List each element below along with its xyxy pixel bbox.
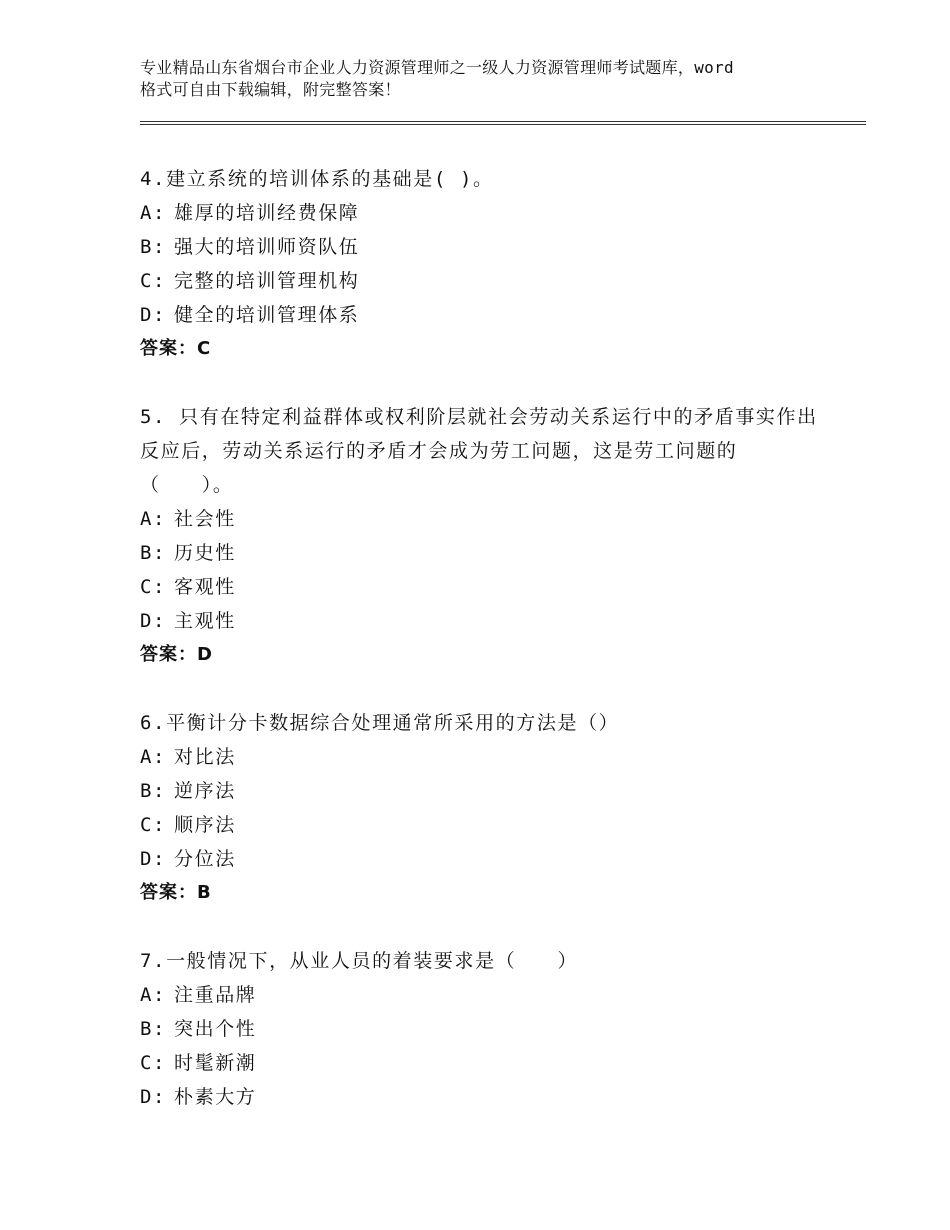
option-b <box>140 1012 830 1046</box>
option-text: 历史性 <box>174 542 236 564</box>
option-a <box>140 978 830 1012</box>
option-key: D: <box>140 304 167 326</box>
header-divider-bottom <box>140 124 866 125</box>
option-a <box>140 196 830 230</box>
option-key: C: <box>140 576 167 598</box>
option-text: 对比法 <box>174 746 236 768</box>
question-stem: 4.建立系统的培训体系的基础是( )。 <box>140 168 494 190</box>
option-c <box>140 264 830 298</box>
option-d <box>140 604 830 638</box>
option-key: D: <box>140 1086 167 1108</box>
option-b <box>140 536 830 570</box>
option-text: 主观性 <box>174 610 236 632</box>
question-list <box>140 162 830 1148</box>
option-c <box>140 570 830 604</box>
option-key: D: <box>140 610 167 632</box>
option-key: B: <box>140 236 167 258</box>
answer-label: 答案：B <box>140 882 212 903</box>
option-text: 雄厚的培训经费保障 <box>174 202 360 224</box>
option-text: 朴素大方 <box>174 1086 257 1108</box>
option-a <box>140 740 830 774</box>
option-d <box>140 1080 830 1114</box>
option-key: C: <box>140 270 167 292</box>
option-key: B: <box>140 1018 167 1040</box>
option-text: 时髦新潮 <box>174 1052 257 1074</box>
option-text: 分位法 <box>174 848 236 870</box>
header-line-2: 格式可自由下载编辑，附完整答案！ <box>140 80 401 99</box>
option-text: 客观性 <box>174 576 236 598</box>
option-b <box>140 774 830 808</box>
question-4 <box>140 162 830 366</box>
option-text: 健全的培训管理体系 <box>174 304 360 326</box>
option-key: A: <box>140 508 167 530</box>
option-text: 社会性 <box>174 508 236 530</box>
option-c <box>140 1046 830 1080</box>
option-key: A: <box>140 984 167 1006</box>
option-key: B: <box>140 780 167 802</box>
option-key: C: <box>140 814 167 836</box>
option-text: 突出个性 <box>174 1018 257 1040</box>
option-key: A: <box>140 202 167 224</box>
option-text: 注重品牌 <box>174 984 257 1006</box>
option-text: 顺序法 <box>174 814 236 836</box>
option-d <box>140 298 830 332</box>
option-b <box>140 230 830 264</box>
question-5 <box>140 400 830 672</box>
option-a <box>140 502 830 536</box>
option-key: B: <box>140 542 167 564</box>
question-6 <box>140 706 830 910</box>
option-text: 强大的培训师资队伍 <box>174 236 360 258</box>
answer-label: 答案：D <box>140 644 213 665</box>
question-stem: 5. 只有在特定利益群体或权利阶层就社会劳动关系运行中的矛盾事实作出反应后，劳动关系运行的矛盾才会成为劳工问题，这是劳工问题的（ ）。 <box>140 406 818 496</box>
question-stem: 7.一般情况下，从业人员的着装要求是（ ） <box>140 950 579 972</box>
question-7 <box>140 944 830 1114</box>
option-c <box>140 808 830 842</box>
question-stem: 6.平衡计分卡数据综合处理通常所采用的方法是（） <box>140 712 620 734</box>
option-text: 逆序法 <box>174 780 236 802</box>
document-header <box>140 57 840 101</box>
header-line-1: 专业精品山东省烟台市企业人力资源管理师之一级人力资源管理师考试题库，word <box>140 58 734 77</box>
header-divider-top <box>140 121 866 122</box>
option-key: D: <box>140 848 167 870</box>
option-text: 完整的培训管理机构 <box>174 270 360 292</box>
option-key: C: <box>140 1052 167 1074</box>
option-key: A: <box>140 746 167 768</box>
answer-label: 答案：C <box>140 338 212 359</box>
option-d <box>140 842 830 876</box>
